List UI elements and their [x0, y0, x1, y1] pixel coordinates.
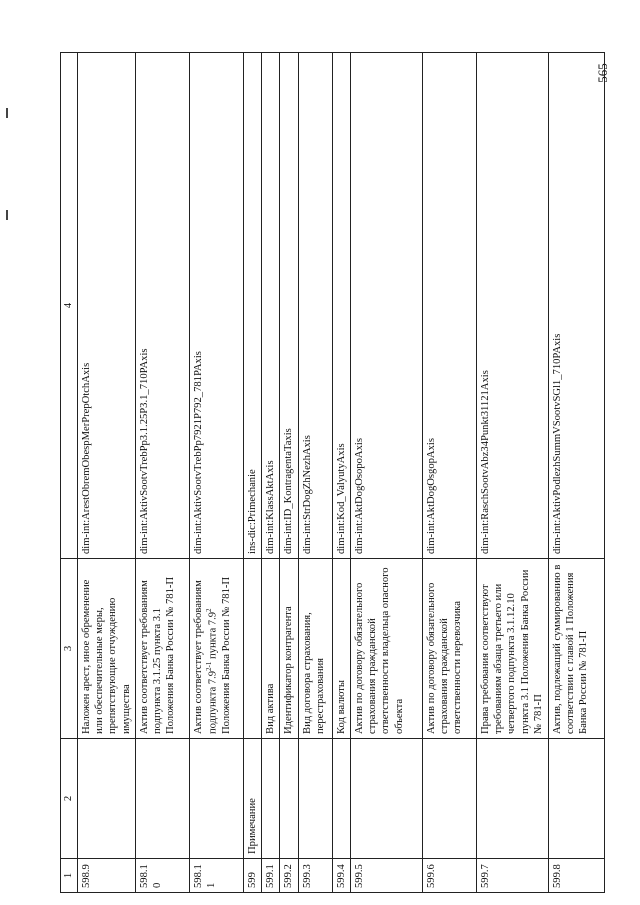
table-row: [190, 53, 244, 893]
table-row: [548, 53, 604, 893]
rotated-table-container: [60, 53, 590, 893]
header-cell-2: 2: [61, 739, 78, 859]
table-row: [136, 53, 190, 893]
scan-artifact: [6, 108, 8, 118]
row-element: dim-int:KlassAktAxis: [262, 53, 280, 559]
xbrl-mapping-table: [60, 52, 605, 893]
row-element: dim-int:AktivSootvTrebPp3.1.25P3.1_710PAxis: [136, 53, 190, 559]
row-element: dim-int:StrDogZhNezhAxis: [298, 53, 332, 559]
row-col2: [350, 739, 422, 859]
row-description: Вид договора страхования, перестрахования: [298, 559, 332, 739]
row-element: dim-int:AktivPodlezhSummVSootvSGl1_710PAxis: [548, 53, 604, 559]
table-header-row: [61, 53, 78, 893]
row-code: 599.6: [422, 859, 476, 893]
row-element: dim-int:Kod_ValyutyAxis: [332, 53, 350, 559]
row-description: Права требования соответствуют требованиям абзаца третьего или четвертого подпункта 3.1.12.10 пункта 3.1 Положения Банка России № 781-П: [476, 559, 548, 739]
row-col2: [190, 739, 244, 859]
row-description: [244, 559, 262, 739]
row-col2: [78, 739, 136, 859]
header-cell-3: 3: [61, 559, 78, 739]
row-code: 599.1: [262, 859, 280, 893]
table-row: [244, 53, 262, 893]
table-row: [78, 53, 136, 893]
table-row: [280, 53, 298, 893]
table-row: [262, 53, 280, 893]
row-description: Наложен арест, иное обременение или обеспечительные меры, препятствующие отчуждению имущества: [78, 559, 136, 739]
row-code: 599.4: [332, 859, 350, 893]
row-element: ins-dic:Primechanie: [244, 53, 262, 559]
table-row: [332, 53, 350, 893]
scan-artifact: [6, 210, 8, 220]
row-element: dim-int:ID_KontragentaTaxis: [280, 53, 298, 559]
table-row: [422, 53, 476, 893]
row-code: 599.2: [280, 859, 298, 893]
row-description: Актив по договору обязательного страхования гражданской ответственности перевозчика: [422, 559, 476, 739]
row-description: Актив соответствует требованиям подпункта 7.9$^{2-1}$ пункта $7.9^2$ Положения Банка России № 781-П: [190, 559, 244, 739]
row-code: 598.9: [78, 859, 136, 893]
row-element: dim-int:AktivSootvTrebPp7921P792_781PAxis: [190, 53, 244, 559]
row-element: dim-int:AktDogOsgopAxis: [422, 53, 476, 559]
row-element: dim-int:ArestObremObespMerPrepOtchAxis: [78, 53, 136, 559]
row-code: 599.3: [298, 859, 332, 893]
row-code: 599.7: [476, 859, 548, 893]
table-row: [298, 53, 332, 893]
header-cell-4: 4: [61, 53, 78, 559]
row-code: 598.11: [190, 859, 244, 893]
row-description: Актив по договору обязательного страхования гражданской ответственности владельца опасного объекта: [350, 559, 422, 739]
row-element: dim-int:AktDogOsopoAxis: [350, 53, 422, 559]
row-col2: [298, 739, 332, 859]
row-element: dim-int:RaschSootvAbz34Punkt31121Axis: [476, 53, 548, 559]
header-cell-1: 1: [61, 859, 78, 893]
row-col2: [476, 739, 548, 859]
row-code: 599.8: [548, 859, 604, 893]
row-code: 599.5: [350, 859, 422, 893]
row-col2: [332, 739, 350, 859]
row-code: 598.10: [136, 859, 190, 893]
row-description: Актив соответствует требованиям подпункта 3.1.25 пункта 3.1 Положения Банка России № 781-П: [136, 559, 190, 739]
row-description: Вид актива: [262, 559, 280, 739]
table-row: [350, 53, 422, 893]
row-col2: [422, 739, 476, 859]
row-col2: [548, 739, 604, 859]
row-col2: Примечание: [244, 739, 262, 859]
row-col2: [280, 739, 298, 859]
page-number: 565: [595, 63, 610, 83]
row-description: Идентификатор контрагента: [280, 559, 298, 739]
row-description: Актив, подлежащий суммированию в соответствии с главой 1 Положения Банка России № 781-П: [548, 559, 604, 739]
row-code: 599: [244, 859, 262, 893]
row-col2: [262, 739, 280, 859]
row-description: Код валюты: [332, 559, 350, 739]
row-col2: [136, 739, 190, 859]
table-row: [476, 53, 548, 893]
